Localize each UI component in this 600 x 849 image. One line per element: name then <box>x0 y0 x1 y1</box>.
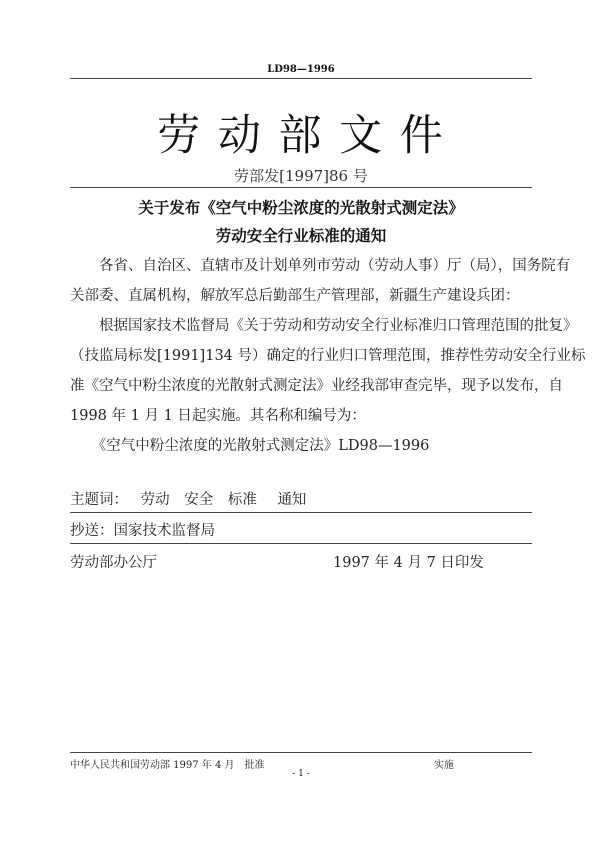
header-code: LD98—1996 <box>267 64 335 75</box>
keyword: 标准 <box>227 492 257 508</box>
document-number: 劳部发[1997]86 号 <box>234 167 368 185</box>
document-title: 劳 动 部 文 件 <box>157 111 445 161</box>
issuer: 劳动部办公厅 <box>70 555 157 571</box>
keyword: 安全 <box>184 492 214 508</box>
footer-approval: 中华人民共和国劳动部 1997 年 4 月 批准 <box>70 760 265 771</box>
body-line: 《空气中粉尘浓度的光散射式测定法》LD98—1996 <box>70 438 430 454</box>
keywords <box>70 488 306 509</box>
cc-line: 抄送：国家技术监督局 <box>70 523 215 539</box>
body-line: 准《空气中粉尘浓度的光散射式测定法》业经我部审查完毕，现予以发布，自 <box>70 378 563 394</box>
header-rule <box>70 78 532 79</box>
keyword: 通知 <box>277 492 307 508</box>
notice-heading-line-2: 劳动安全行业标准的通知 <box>215 227 387 245</box>
page-number: - 1 - <box>292 769 310 779</box>
keyword: 劳动 <box>140 492 170 508</box>
notice-heading-line-1: 关于发布《空气中粉尘浓度的光散射式测定法》 <box>138 199 464 217</box>
title-rule <box>70 187 532 188</box>
body-line: 关部委、直属机构，解放军总后勤部生产管理部，新疆生产建设兵团： <box>70 288 520 304</box>
body-line: 1998 年 1 月 1 日起实施。其名称和编号为： <box>70 408 366 424</box>
cc-rule <box>70 543 532 544</box>
footer-rule <box>70 752 532 753</box>
footer-implement: 实施 <box>434 760 454 771</box>
body-line: 各省、自治区、直辖市及计划单列市劳动（劳动人事）厅（局），国务院有 <box>70 258 571 274</box>
body-line: 根据国家技术监督局《关于劳动和劳动安全行业标准归口管理范围的批复》 <box>70 318 578 334</box>
keywords-rule <box>70 512 532 513</box>
issue-date: 1997 年 4 月 7 日印发 <box>333 555 484 571</box>
keywords-label: 主题词： <box>70 492 128 508</box>
body-line: （技监局标发[1991]134 号）确定的行业归口管理范围，推荐性劳动安全行业标 <box>70 348 586 364</box>
